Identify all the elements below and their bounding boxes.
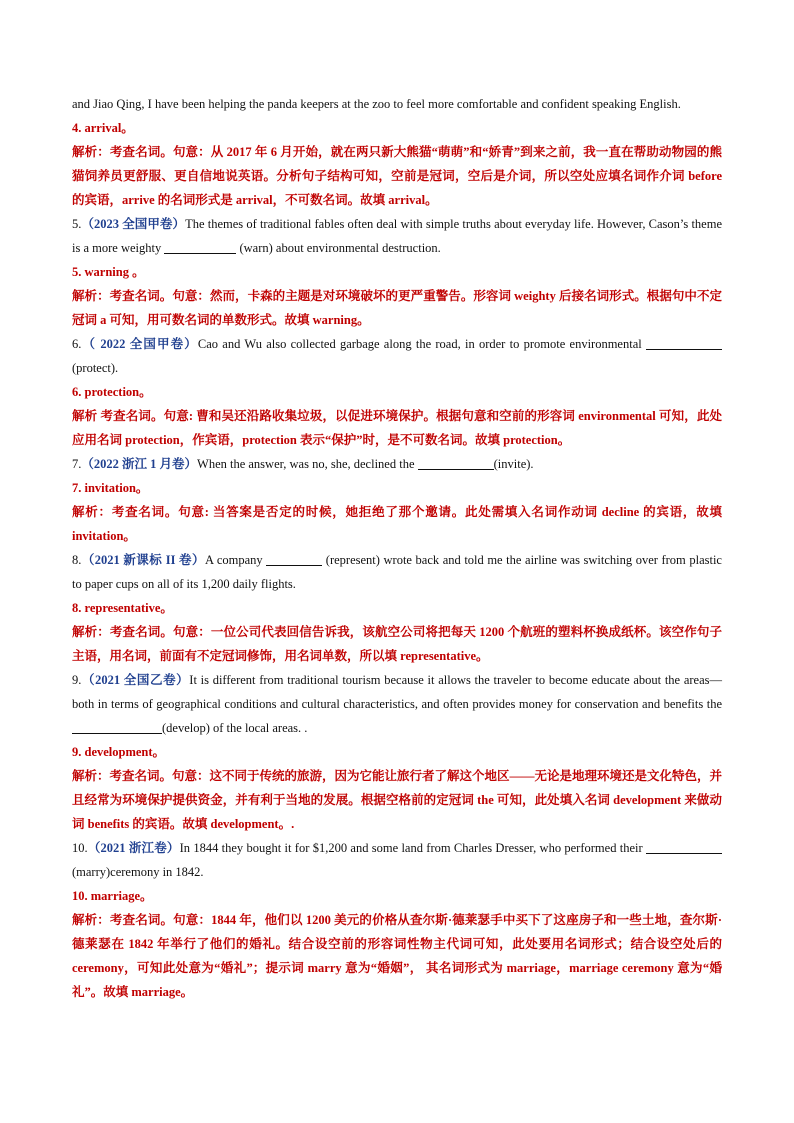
question-source: （ 2022 全国甲卷） — [81, 337, 198, 351]
explanation-10: 解析：考查名词。句意：1844 年，他们以 1200 美元的价格从查尔斯·德莱瑟手中买下了这座房子和一些土地，查尔斯·德莱瑟在 1842 年举行了他们的婚礼。结合设空前的形容词性物主代词可知，此处要用名词形式；结合设空处后的 ceremony，可知此处意为“婚礼”；提示词 marry 意为“婚姻”， 其名词形式为 marriage，marriage ceremony 意为“婚礼”。故填 marriage。 — [72, 913, 722, 999]
question-text-before: It is different from traditional tourism because it allows the traveler to become educate about the areas—both in terms of geographical conditions and cultural characteristics, and often provides money for conservation and benefits the — [72, 673, 722, 711]
question-source: （2023 全国甲卷） — [81, 217, 186, 231]
explanation-9: 解析：考查名词。句意：这不同于传统的旅游，因为它能让旅行者了解这个地区——无论是地理环境还是文化特色，并且经常为环境保护提供资金，并有利于当地的发展。根据空格前的定冠词 the 可知，此处填入名词 development 来做动词 benefits 的宾语。故填 development。. — [72, 769, 723, 831]
explanation-6: 解析 考查名词。句意: 曹和吴还沿路收集垃圾，以促进环境保护。根据句意和空前的形容词 environmental 可知，此处应用名词 protection，作宾语，protection 表示“保护”时，是不可数名词。故填 protection。 — [72, 409, 722, 447]
question-text-before: A company — [204, 553, 267, 567]
question-number: 9. — [72, 673, 82, 687]
explanation-4: 解析：考查名词。句意：从 2017 年 6 月开始，就在两只新大熊猫“萌萌”和“娇青”到来之前，我一直在帮助动物园的熊猫饲养员更舒服、更自信地说英语。分析句子结构可知，空前是冠词，空后是介词，所以空处应填名词作介词 before 的宾语，arrive 的名词形式是 arrival，不可数名词。故填 arrival。 — [72, 145, 722, 207]
answer-10: 10. marriage。 — [72, 889, 153, 903]
question-text-before: When the answer, was no, she, declined the — [197, 457, 418, 471]
question-source: （2021 新课标 II 卷） — [81, 553, 205, 567]
question-text-before: The themes of traditional fables often deal with simple truths about everyday life. However, Cason’s theme is a more weighty — [72, 217, 722, 255]
answer-7: 7. invitation。 — [72, 481, 149, 495]
answer-4: 4. arrival。 — [72, 121, 134, 135]
question-number: 10. — [72, 841, 88, 855]
question-text-after: (invite). — [493, 457, 534, 471]
question-source: （2022 浙江 1 月卷） — [81, 457, 198, 471]
question-text-before: In 1844 they bought it for $1,200 and some land from Charles Dresser, who performed their — [179, 841, 646, 855]
question-10 — [72, 836, 722, 884]
question-number: 8. — [72, 553, 82, 567]
question-8 — [72, 548, 722, 596]
question-number: 6. — [72, 337, 82, 351]
question-text-before: Cao and Wu also collected garbage along the road, in order to promote environmental — [197, 337, 646, 351]
question-5 — [72, 212, 722, 260]
answer-blank[interactable] — [646, 839, 722, 854]
answer-9: 9. development。 — [72, 745, 166, 759]
explanation-5: 解析：考查名词。句意：然而，卡森的主题是对环境破坏的更严重警告。形容词 weighty 后接名词形式。根据句中不定冠词 a 可知，用可数名词的单数形式。故填 warning。 — [72, 289, 722, 327]
question-text-after: (develop) of the local areas. . — [162, 721, 308, 735]
question-text-after: (marry)ceremony in 1842. — [72, 865, 204, 879]
document-page — [72, 92, 722, 1004]
question-7 — [72, 452, 722, 476]
answer-6: 6. protection。 — [72, 385, 152, 399]
question-number: 7. — [72, 457, 82, 471]
answer-blank[interactable] — [646, 335, 722, 350]
question-text-after: (warn) about environmental destruction. — [236, 241, 441, 255]
question-source: （2021 全国乙卷） — [81, 673, 190, 687]
answer-blank[interactable] — [164, 239, 236, 254]
question-text-after: (represent) wrote back and told me the airline was switching over from plastic to paper cups on all of its 1,200 daily flights. — [72, 553, 722, 591]
question-text-after: (protect). — [72, 361, 119, 375]
explanation-8: 解析：考查名词。句意：一位公司代表回信告诉我，该航空公司将把每天 1200 个航班的塑料杯换成纸杯。该空作句子主语，用名词，前面有不定冠词修饰，用名词单数，所以填 representative。 — [72, 625, 722, 663]
answer-blank[interactable] — [72, 719, 162, 734]
answer-blank[interactable] — [266, 551, 322, 566]
answer-8: 8. representative。 — [72, 601, 173, 615]
answer-5: 5. warning 。 — [72, 265, 145, 279]
question-source: （2021 浙江卷） — [87, 841, 180, 855]
intro-paragraph: and Jiao Qing, I have been helping the panda keepers at the zoo to feel more comfortable and confident speaking English. — [72, 97, 681, 111]
answer-blank[interactable] — [418, 455, 494, 470]
question-number: 5. — [72, 217, 82, 231]
explanation-7: 解析：考查名词。句意: 当答案是否定的时候，她拒绝了那个邀请。此处需填入名词作动词 decline 的宾语，故填 invitation。 — [72, 505, 722, 543]
question-6 — [72, 332, 722, 380]
question-9 — [72, 668, 722, 740]
